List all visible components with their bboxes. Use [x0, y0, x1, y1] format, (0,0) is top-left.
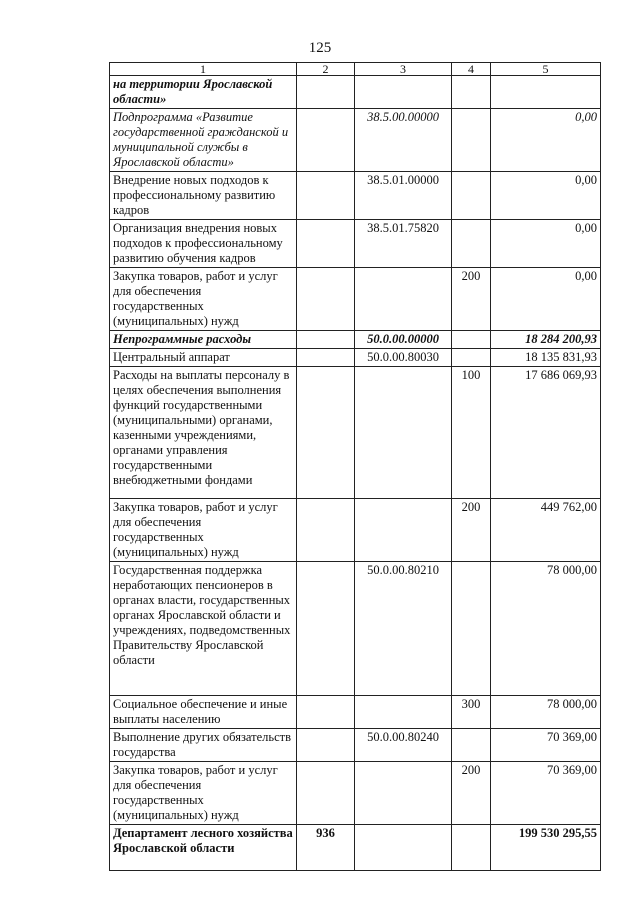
row-name-cell: Внедрение новых подходов к профессиональному развитию кадров [110, 172, 297, 220]
table-body [110, 76, 601, 871]
table-row [110, 562, 601, 696]
row-code-cell: 38.5.00.00000 [355, 109, 452, 172]
row-name-cell: Закупка товаров, работ и услуг для обеспечения государственных (муниципальных) нужд [110, 499, 297, 562]
row-admin-cell [297, 762, 355, 825]
row-amount-cell: 0,00 [491, 268, 601, 331]
row-type-cell [452, 172, 491, 220]
row-amount-cell: 70 369,00 [491, 729, 601, 762]
row-amount-cell: 0,00 [491, 220, 601, 268]
row-code-cell: 38.5.01.00000 [355, 172, 452, 220]
column-header: 1 [110, 63, 297, 76]
table-row [110, 172, 601, 220]
row-type-cell: 300 [452, 696, 491, 729]
row-name-cell: Государственная поддержка неработающих пенсионеров в органах власти, государственных органах Ярославской области и учреждениях, подведомственных Правительству Ярославской области [110, 562, 297, 696]
row-name-cell: Закупка товаров, работ и услуг для обеспечения государственных (муниципальных) нужд [110, 762, 297, 825]
table-row [110, 268, 601, 331]
row-admin-cell [297, 499, 355, 562]
row-code-cell: 50.0.00.80030 [355, 349, 452, 367]
column-header: 3 [355, 63, 452, 76]
row-amount-cell: 0,00 [491, 109, 601, 172]
row-amount-cell: 18 135 831,93 [491, 349, 601, 367]
table-row [110, 109, 601, 172]
row-type-cell: 200 [452, 268, 491, 331]
row-name-cell: Расходы на выплаты персоналу в целях обеспечения выполнения функций государственными (муниципальными) органами, казенными учреждениями, органами управления государственными внебюджетными фондами [110, 367, 297, 499]
column-header: 2 [297, 63, 355, 76]
row-type-cell [452, 729, 491, 762]
row-amount-cell: 17 686 069,93 [491, 367, 601, 499]
row-code-cell: 50.0.00.00000 [355, 331, 452, 349]
row-amount-cell: 70 369,00 [491, 762, 601, 825]
row-admin-cell: 936 [297, 825, 355, 871]
table-row [110, 825, 601, 871]
row-type-cell [452, 349, 491, 367]
row-admin-cell [297, 562, 355, 696]
table-row [110, 331, 601, 349]
row-amount-cell [491, 76, 601, 109]
budget-table [109, 62, 601, 871]
table-row [110, 367, 601, 499]
row-code-cell: 50.0.00.80210 [355, 562, 452, 696]
row-name-cell: Организация внедрения новых подходов к профессиональному развитию обучения кадров [110, 220, 297, 268]
row-amount-cell: 18 284 200,93 [491, 331, 601, 349]
row-type-cell [452, 220, 491, 268]
header-row [110, 63, 601, 76]
table-row [110, 349, 601, 367]
row-code-cell [355, 367, 452, 499]
table-row [110, 762, 601, 825]
row-code-cell [355, 825, 452, 871]
row-amount-cell: 78 000,00 [491, 696, 601, 729]
row-admin-cell [297, 172, 355, 220]
row-type-cell: 200 [452, 499, 491, 562]
row-name-cell: Закупка товаров, работ и услуг для обеспечения государственных (муниципальных) нужд [110, 268, 297, 331]
row-admin-cell [297, 349, 355, 367]
row-type-cell [452, 825, 491, 871]
row-type-cell [452, 331, 491, 349]
row-name-cell: Непрограммные расходы [110, 331, 297, 349]
row-name-cell: Выполнение других обязательств государства [110, 729, 297, 762]
row-code-cell [355, 499, 452, 562]
table-row [110, 76, 601, 109]
column-header: 5 [491, 63, 601, 76]
row-amount-cell: 0,00 [491, 172, 601, 220]
row-type-cell: 100 [452, 367, 491, 499]
table-row [110, 696, 601, 729]
row-admin-cell [297, 109, 355, 172]
column-header: 4 [452, 63, 491, 76]
row-code-cell [355, 76, 452, 109]
row-admin-cell [297, 76, 355, 109]
page-number: 125 [308, 40, 332, 56]
row-name-cell: Департамент лесного хозяйства Ярославской области [110, 825, 297, 871]
row-code-cell [355, 696, 452, 729]
row-amount-cell: 449 762,00 [491, 499, 601, 562]
row-admin-cell [297, 696, 355, 729]
row-code-cell [355, 268, 452, 331]
row-amount-cell: 78 000,00 [491, 562, 601, 696]
row-name-cell: Социальное обеспечение и иные выплаты населению [110, 696, 297, 729]
row-admin-cell [297, 729, 355, 762]
row-admin-cell [297, 268, 355, 331]
row-code-cell: 50.0.00.80240 [355, 729, 452, 762]
row-admin-cell [297, 367, 355, 499]
row-code-cell: 38.5.01.75820 [355, 220, 452, 268]
row-type-cell: 200 [452, 762, 491, 825]
row-name-cell: на территории Ярославской области» [110, 76, 297, 109]
row-type-cell [452, 76, 491, 109]
row-admin-cell [297, 220, 355, 268]
row-code-cell [355, 762, 452, 825]
row-name-cell: Подпрограмма «Развитие государственной гражданской и муниципальной службы в Ярославской области» [110, 109, 297, 172]
row-admin-cell [297, 331, 355, 349]
table-row [110, 220, 601, 268]
table-row [110, 499, 601, 562]
row-type-cell [452, 562, 491, 696]
table-row [110, 729, 601, 762]
row-amount-cell: 199 530 295,55 [491, 825, 601, 871]
row-name-cell: Центральный аппарат [110, 349, 297, 367]
row-type-cell [452, 109, 491, 172]
